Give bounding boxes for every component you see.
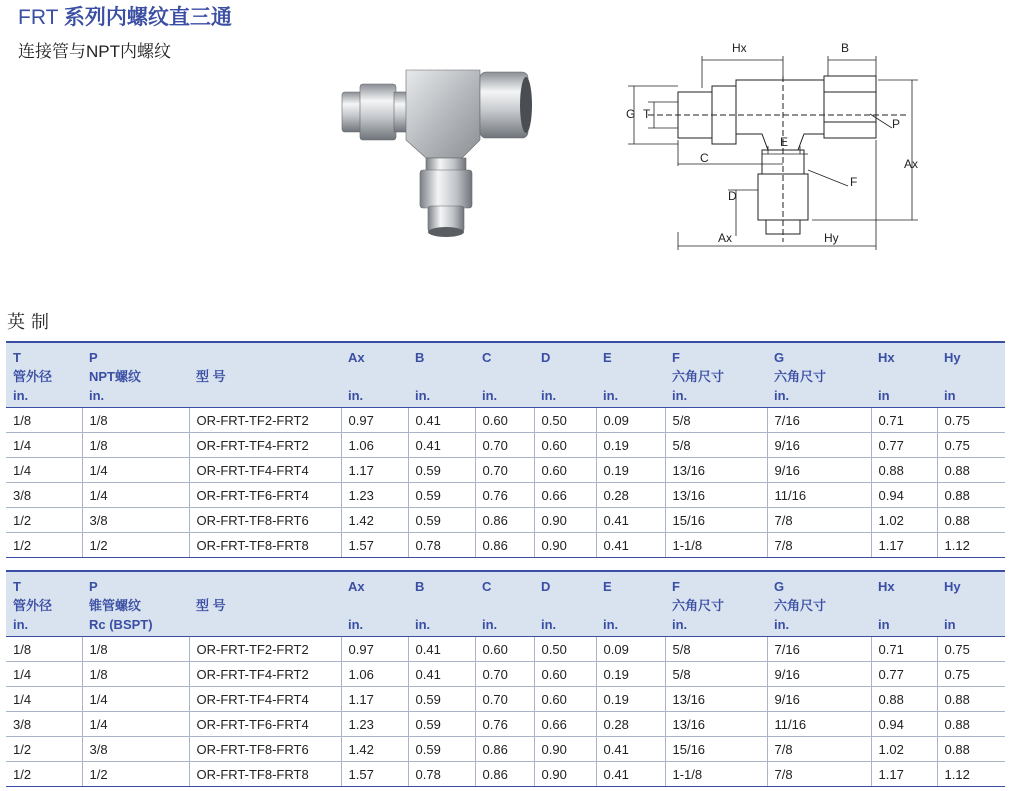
column-header	[871, 571, 937, 637]
header-line: in.	[415, 388, 431, 403]
table-cell: 0.90	[534, 508, 596, 533]
table-cell: 0.76	[475, 483, 534, 508]
table-cell: 0.41	[596, 762, 665, 787]
header-line: in.	[482, 388, 498, 403]
header-line	[348, 596, 401, 615]
header-line: P	[89, 350, 98, 365]
column-header	[767, 571, 871, 637]
table-cell: 0.86	[475, 737, 534, 762]
table-cell: 1/2	[6, 508, 82, 533]
table-cell: 0.09	[596, 408, 665, 433]
table-cell: 1.12	[937, 762, 1005, 787]
spec-table-npt	[6, 341, 1005, 558]
table-cell: 1/4	[82, 483, 189, 508]
table-cell: 0.70	[475, 687, 534, 712]
table-cell: 1/2	[6, 762, 82, 787]
table-cell: 0.19	[596, 687, 665, 712]
header-line: C	[482, 579, 492, 594]
table-cell: 0.41	[408, 433, 475, 458]
table-cell: 1.57	[341, 533, 408, 558]
table-cell: OR-FRT-TF6-FRT4	[189, 483, 341, 508]
column-header	[189, 342, 341, 408]
column-header	[475, 342, 534, 408]
spec-table-bspt	[6, 570, 1005, 787]
title-text: 系列内螺纹直三通	[63, 6, 232, 29]
column-header	[767, 342, 871, 408]
header-line: in.	[482, 617, 498, 632]
header-line: in.	[672, 617, 688, 632]
header-line: G	[774, 350, 785, 365]
table-cell: 15/16	[665, 508, 767, 533]
table-cell: 9/16	[767, 687, 871, 712]
header-line: in.	[541, 388, 557, 403]
table-cell: 0.94	[871, 712, 937, 737]
header-line	[482, 596, 527, 615]
table-cell: 7/8	[767, 508, 871, 533]
table-cell: 1/8	[6, 637, 82, 662]
header-line: 管外径	[13, 369, 53, 384]
table-cell: 13/16	[665, 712, 767, 737]
header-line: Hx	[878, 579, 895, 594]
column-header	[341, 571, 408, 637]
table-cell: 1/8	[82, 637, 189, 662]
table-cell: 0.70	[475, 662, 534, 687]
table-cell: 1.23	[341, 712, 408, 737]
header-line: G	[774, 579, 785, 594]
label-c: C	[700, 151, 709, 165]
header-line	[482, 367, 527, 386]
column-header	[6, 571, 82, 637]
header-line	[944, 596, 998, 615]
label-hy: Hy	[824, 231, 839, 245]
column-header	[475, 571, 534, 637]
header-line: in.	[541, 617, 557, 632]
table-cell: 1.17	[341, 458, 408, 483]
table-cell: 1/4	[82, 712, 189, 737]
header-line	[603, 596, 658, 615]
table-cell: 1/4	[6, 687, 82, 712]
table-row	[6, 637, 1005, 662]
table-cell: 15/16	[665, 737, 767, 762]
header-line: NPT螺纹	[89, 369, 142, 384]
header-line: B	[415, 350, 425, 365]
table-cell: 3/8	[82, 737, 189, 762]
header-line: D	[541, 350, 551, 365]
table-cell: 0.86	[475, 762, 534, 787]
table-cell: 0.70	[475, 433, 534, 458]
table-cell: 0.66	[534, 483, 596, 508]
table-cell: 1/4	[6, 433, 82, 458]
table-cell: 0.97	[341, 637, 408, 662]
table-row	[6, 687, 1005, 712]
table-cell: 0.28	[596, 483, 665, 508]
header-line: Ax	[348, 579, 365, 594]
header-line	[603, 367, 658, 386]
table-cell: 1.02	[871, 737, 937, 762]
table-cell: 0.75	[937, 408, 1005, 433]
column-header	[534, 342, 596, 408]
table-cell: 7/8	[767, 737, 871, 762]
table-cell: 0.76	[475, 712, 534, 737]
table-cell: 5/8	[665, 408, 767, 433]
table-cell: 0.60	[534, 433, 596, 458]
table-cell: 0.60	[534, 458, 596, 483]
table-cell: 1/4	[82, 687, 189, 712]
header-line	[541, 596, 589, 615]
header-line	[196, 577, 334, 596]
label-p: P	[892, 117, 901, 131]
label-b: B	[841, 41, 850, 55]
header-line	[348, 367, 401, 386]
table-cell: 0.59	[408, 687, 475, 712]
page-title	[18, 1, 232, 31]
header-line: in.	[672, 388, 688, 403]
table-cell: 0.41	[408, 662, 475, 687]
header-line: E	[603, 579, 612, 594]
section-label: 英制	[7, 312, 55, 332]
table-cell: 9/16	[767, 433, 871, 458]
column-header	[665, 571, 767, 637]
table-cell: 0.41	[408, 408, 475, 433]
table-row	[6, 737, 1005, 762]
table-cell: 0.90	[534, 762, 596, 787]
table-cell: 0.75	[937, 637, 1005, 662]
table-cell: 0.70	[475, 458, 534, 483]
table-cell: 13/16	[665, 687, 767, 712]
header-line: Ax	[348, 350, 365, 365]
header-line: 管外径	[13, 598, 53, 613]
table-cell: 1/4	[6, 662, 82, 687]
table-cell: 0.41	[596, 737, 665, 762]
header-line: F	[672, 350, 680, 365]
table-cell: 0.41	[596, 533, 665, 558]
table-cell: 7/8	[767, 762, 871, 787]
header-line	[415, 367, 468, 386]
column-header	[408, 342, 475, 408]
table-cell: 1-1/8	[665, 533, 767, 558]
table-cell: 1.23	[341, 483, 408, 508]
table-cell: 0.75	[937, 433, 1005, 458]
column-header	[82, 571, 189, 637]
table-cell: 1.06	[341, 433, 408, 458]
table-cell: 3/8	[6, 483, 82, 508]
series-code: FRT	[18, 6, 59, 29]
column-header	[534, 571, 596, 637]
header-line: E	[603, 350, 612, 365]
header-line: 六角尺寸	[774, 598, 827, 613]
label-g: G	[626, 107, 636, 121]
header-line: in.	[13, 388, 29, 403]
header-line: in.	[89, 388, 105, 403]
header-line: D	[541, 579, 551, 594]
table-cell: 0.88	[937, 737, 1005, 762]
table-cell: 0.59	[408, 737, 475, 762]
table-cell: 1/2	[82, 533, 189, 558]
table-cell: 0.88	[937, 508, 1005, 533]
table-cell: 0.88	[937, 712, 1005, 737]
column-header	[82, 342, 189, 408]
table-cell: 13/16	[665, 458, 767, 483]
table-cell: 1/2	[6, 533, 82, 558]
product-photo	[330, 62, 540, 242]
header-line: in.	[774, 388, 790, 403]
table-cell: 1/8	[82, 433, 189, 458]
header-line: in.	[603, 617, 619, 632]
table-cell: OR-FRT-TF4-FRT2	[189, 433, 341, 458]
table-cell: 1.17	[871, 533, 937, 558]
table-cell: OR-FRT-TF8-FRT8	[189, 762, 341, 787]
table-cell: 1/8	[6, 408, 82, 433]
table-cell: 1/4	[6, 458, 82, 483]
table-cell: 0.78	[408, 762, 475, 787]
header-line	[196, 386, 334, 405]
column-header	[665, 342, 767, 408]
table-row	[6, 433, 1005, 458]
header-line: in.	[13, 617, 29, 632]
header-line: 型 号	[196, 369, 226, 384]
table-cell: 0.19	[596, 662, 665, 687]
table-row	[6, 712, 1005, 737]
header-line: B	[415, 579, 425, 594]
header-line: C	[482, 350, 492, 365]
table-cell: OR-FRT-TF4-FRT4	[189, 458, 341, 483]
table-cell: OR-FRT-TF2-FRT2	[189, 637, 341, 662]
header-line	[878, 596, 930, 615]
table-cell: 1.57	[341, 762, 408, 787]
table-cell: 0.86	[475, 508, 534, 533]
table-cell: 0.75	[937, 662, 1005, 687]
table-cell: OR-FRT-TF4-FRT2	[189, 662, 341, 687]
table-cell: 0.88	[871, 687, 937, 712]
table-cell: 13/16	[665, 483, 767, 508]
page-subtitle: 连接管与NPT内螺纹	[18, 42, 171, 61]
table-cell: 3/8	[6, 712, 82, 737]
table-cell: 7/16	[767, 637, 871, 662]
table-cell: 0.09	[596, 637, 665, 662]
table-cell: 0.94	[871, 483, 937, 508]
table-row	[6, 483, 1005, 508]
table-cell: 1.02	[871, 508, 937, 533]
header-line: P	[89, 579, 98, 594]
table-cell: 7/8	[767, 533, 871, 558]
header-line: in.	[774, 617, 790, 632]
table-cell: 1.17	[871, 762, 937, 787]
header-line: 六角尺寸	[774, 369, 827, 384]
header-line: in.	[348, 388, 364, 403]
column-header	[6, 342, 82, 408]
table-row	[6, 533, 1005, 558]
table-cell: 9/16	[767, 662, 871, 687]
header-line	[415, 596, 468, 615]
table-row	[6, 508, 1005, 533]
table-cell: 0.78	[408, 533, 475, 558]
label-e: E	[780, 135, 789, 149]
table-cell: 11/16	[767, 712, 871, 737]
column-header	[341, 342, 408, 408]
table-cell: 0.77	[871, 662, 937, 687]
table-cell: 0.19	[596, 458, 665, 483]
table-cell: 0.59	[408, 712, 475, 737]
table-row	[6, 458, 1005, 483]
table-cell: 0.41	[596, 508, 665, 533]
table-cell: 1/2	[6, 737, 82, 762]
table-cell: 1.12	[937, 533, 1005, 558]
header-line: 六角尺寸	[672, 369, 725, 384]
table-cell: 0.59	[408, 458, 475, 483]
table-cell: OR-FRT-TF6-FRT4	[189, 712, 341, 737]
table-cell: 0.28	[596, 712, 665, 737]
table-cell: 0.88	[871, 458, 937, 483]
table-cell: 0.59	[408, 483, 475, 508]
header-line: T	[13, 350, 21, 365]
header-row	[6, 342, 1005, 408]
table-cell: 1.42	[341, 508, 408, 533]
column-header	[871, 342, 937, 408]
table-cell: 11/16	[767, 483, 871, 508]
header-line: in.	[415, 617, 431, 632]
table-cell: OR-FRT-TF8-FRT8	[189, 533, 341, 558]
label-t: T	[643, 107, 651, 121]
table-row	[6, 662, 1005, 687]
table-cell: 1.06	[341, 662, 408, 687]
table-cell: 0.41	[408, 637, 475, 662]
header-line: in.	[348, 617, 364, 632]
table-cell: 5/8	[665, 637, 767, 662]
table-cell: OR-FRT-TF4-FRT4	[189, 687, 341, 712]
label-ax-bottom: Ax	[718, 231, 733, 245]
header-line	[541, 367, 589, 386]
table-cell: 0.90	[534, 737, 596, 762]
table-cell: 1/8	[82, 662, 189, 687]
header-line: 锥管螺纹	[89, 598, 142, 613]
table-cell: 1/2	[82, 762, 189, 787]
table-cell: 1-1/8	[665, 762, 767, 787]
table-cell: 3/8	[82, 508, 189, 533]
table-cell: 0.86	[475, 533, 534, 558]
table-cell: 0.60	[534, 662, 596, 687]
label-d: D	[728, 189, 737, 203]
header-row	[6, 571, 1005, 637]
header-line: in	[878, 388, 890, 403]
table-cell: 7/16	[767, 408, 871, 433]
column-header	[596, 342, 665, 408]
column-header	[937, 342, 1005, 408]
header-line: Hy	[944, 579, 961, 594]
header-line	[878, 367, 930, 386]
header-line: Rc (BSPT)	[89, 617, 153, 632]
label-f: F	[850, 175, 858, 189]
header-line: in	[878, 617, 890, 632]
table-cell: 1/4	[82, 458, 189, 483]
table-cell: 0.71	[871, 637, 937, 662]
table-cell: 1.17	[341, 687, 408, 712]
table-cell: 0.59	[408, 508, 475, 533]
header-line: in.	[603, 388, 619, 403]
table-cell: 5/8	[665, 662, 767, 687]
table-cell: OR-FRT-TF2-FRT2	[189, 408, 341, 433]
header-line	[196, 348, 334, 367]
header-line: Hx	[878, 350, 895, 365]
header-line: 六角尺寸	[672, 598, 725, 613]
table-cell: 0.60	[475, 408, 534, 433]
table-cell: 0.88	[937, 483, 1005, 508]
header-line: F	[672, 579, 680, 594]
table-cell: 0.66	[534, 712, 596, 737]
table-cell: 5/8	[665, 433, 767, 458]
table-cell: 1/8	[82, 408, 189, 433]
table-cell: OR-FRT-TF8-FRT6	[189, 508, 341, 533]
table-cell: 0.90	[534, 533, 596, 558]
table-cell: OR-FRT-TF8-FRT6	[189, 737, 341, 762]
column-header	[408, 571, 475, 637]
column-header	[937, 571, 1005, 637]
header-line: in	[944, 388, 956, 403]
label-ax-right: Ax	[904, 157, 919, 171]
table-cell: 0.88	[937, 458, 1005, 483]
table-cell: 0.50	[534, 408, 596, 433]
table-cell: 0.77	[871, 433, 937, 458]
table-cell: 9/16	[767, 458, 871, 483]
table-cell: 0.50	[534, 637, 596, 662]
column-header	[189, 571, 341, 637]
table-cell: 1.42	[341, 737, 408, 762]
technical-drawing	[618, 36, 930, 252]
header-line: in	[944, 617, 956, 632]
label-hx: Hx	[732, 41, 747, 55]
header-line: T	[13, 579, 21, 594]
column-header	[596, 571, 665, 637]
table-cell: 0.60	[534, 687, 596, 712]
table-row	[6, 762, 1005, 787]
table-cell: 0.19	[596, 433, 665, 458]
table-cell: 0.97	[341, 408, 408, 433]
table-cell: 0.88	[937, 687, 1005, 712]
header-line	[944, 367, 998, 386]
table-cell: 0.60	[475, 637, 534, 662]
header-line	[196, 615, 334, 634]
header-line: Hy	[944, 350, 961, 365]
table-row	[6, 408, 1005, 433]
header-line: 型 号	[196, 598, 226, 613]
table-cell: 0.71	[871, 408, 937, 433]
